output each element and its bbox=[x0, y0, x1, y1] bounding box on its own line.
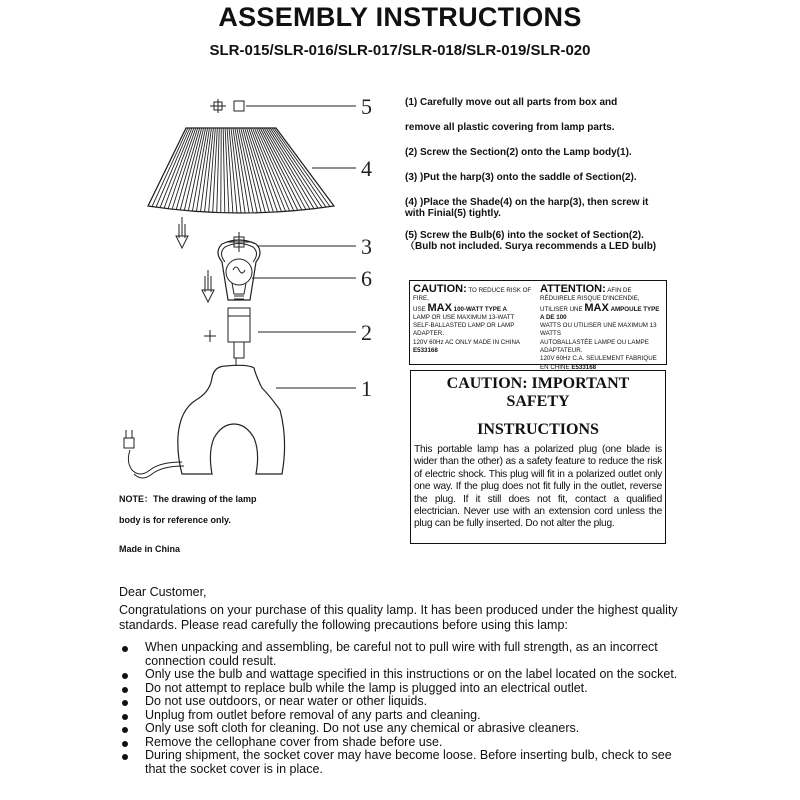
lamp-body-part bbox=[178, 358, 285, 474]
model-numbers: SLR-015/SLR-016/SLR-017/SLR-018/SLR-019/SLR-020 bbox=[209, 42, 591, 59]
list-item: Only use the bulb and wattage specified in this instructions or on the label located on the socket. bbox=[119, 668, 679, 682]
finial-part bbox=[210, 99, 244, 113]
part-number-1: 1 bbox=[361, 376, 372, 401]
step-5b: （Bulb not included. Surya recommends a LED bulb) bbox=[405, 241, 657, 252]
shade-pleat bbox=[164, 128, 194, 208]
step-5a: (5) Screw the Bulb(6) into the socket of Section(2). bbox=[405, 230, 644, 241]
shade-pleat bbox=[249, 128, 278, 212]
shade-pleat bbox=[256, 128, 293, 210]
precautions-list bbox=[119, 641, 679, 776]
list-item: Do not attempt to replace bulb while the lamp is plugged into an electrical outlet. bbox=[119, 682, 679, 696]
list-item: During shipment, the socket cover may have become loose. Before inserting bulb, check to see that the socket cover is in place. bbox=[119, 749, 679, 776]
warning-label bbox=[409, 280, 667, 371]
part-number-2: 2 bbox=[361, 320, 372, 345]
step-4b: with Finial(5) tightly. bbox=[405, 208, 501, 219]
step-3: (3) )Put the harp(3) onto the saddle of Section(2). bbox=[405, 172, 637, 183]
made-in-china: Made in China bbox=[119, 544, 181, 554]
caution-box bbox=[410, 370, 666, 544]
intro-paragraph: Congratulations on your purchase of this quality lamp. It has been produced under the highest quality standards. Please read carefully the following precautions before using this lamp: bbox=[119, 603, 678, 632]
step-2: (2) Screw the Section(2) onto the Lamp body(1). bbox=[405, 147, 632, 158]
part-number-6: 6 bbox=[361, 266, 372, 291]
lamp-diagram bbox=[110, 90, 400, 490]
shade-pleat bbox=[217, 128, 220, 212]
harp-part bbox=[218, 232, 260, 300]
shade-pleat bbox=[192, 128, 207, 211]
shade-part bbox=[148, 128, 334, 213]
bulb-part bbox=[226, 259, 252, 299]
list-item: Do not use outdoors, or near water or other liquids. bbox=[119, 695, 679, 709]
page-title: ASSEMBLY INSTRUCTIONS bbox=[218, 2, 582, 32]
note-line-2: body is for reference only. bbox=[119, 515, 231, 525]
step-4a: (4) )Place the Shade(4) on the harp(3), then screw it bbox=[405, 197, 649, 208]
step-1b: remove all plastic covering from lamp parts. bbox=[405, 122, 615, 133]
shade-pleat bbox=[266, 128, 314, 208]
warning-label-french: ATTENTION: AFIN DE RÉDUIRELE RISQUE D'INCENDIE, UTILISER UNE MAX AMPOULE TYPE A DE 100 WATTS OU UTILISER UNE MAXIMUM 13 WATTS AUTOBALLASTÉE LAMPE OU LAMPE ADAPTATEUR. 120V 60Hz C.A. SEULEMENT FABRIQUE EN CHINE E533168 bbox=[540, 283, 660, 371]
socket-part bbox=[204, 308, 250, 358]
greeting: Dear Customer, bbox=[119, 585, 207, 599]
warning-label-english: CAUTION: TO REDUCE RISK OF FIRE, USE MAX 100-WATT TYPE A LAMP OR USE MAXIMUM 13-WATT SELF-BALLASTED LAMP OR LAMP ADAPTER. 120V 60Hz AC ONLY MADE IN CHINA E533168 bbox=[413, 283, 532, 355]
part-number-3: 3 bbox=[361, 234, 372, 259]
power-cord bbox=[124, 430, 184, 478]
shade-pleat bbox=[213, 128, 218, 212]
list-item: Unplug from outlet before removal of any parts and cleaning. bbox=[119, 709, 679, 723]
note-line-1: NOTE：The drawing of the lamp bbox=[119, 494, 257, 504]
down-arrow-icon bbox=[202, 270, 214, 302]
down-arrow-icon bbox=[176, 217, 188, 248]
list-item: Remove the cellophane cover from shade before use. bbox=[119, 736, 679, 750]
caution-title: CAUTION: IMPORTANT SAFETY bbox=[446, 375, 630, 410]
part-number-4: 4 bbox=[361, 156, 372, 181]
shade-pleat bbox=[251, 128, 282, 211]
list-item: Only use soft cloth for cleaning. Do not use any chemical or abrasive cleaners. bbox=[119, 722, 679, 736]
shade-pleat bbox=[260, 128, 301, 210]
caution-body: This portable lamp has a polarized plug (one blade is wider than the other) as a safety feature to reduce the risk of electric shock. This plug will fit in a polarized outlet only one way. If the plug does not fit fully in the outlet, reverse the plug. If it still does not fit, contact a qualified electrician. Never use with an extension cord unless the plug can be fully inserted. Do not alter the plug. bbox=[414, 444, 662, 530]
caution-subtitle: INSTRUCTIONS bbox=[477, 421, 599, 438]
step-1a: (1) Carefully move out all parts from box and bbox=[405, 97, 618, 108]
part-number-5: 5 bbox=[361, 94, 372, 119]
shade-pleat bbox=[223, 128, 225, 213]
list-item: When unpacking and assembling, be careful not to pull wire with full strength, as an incorrect connection could result. bbox=[119, 641, 679, 668]
